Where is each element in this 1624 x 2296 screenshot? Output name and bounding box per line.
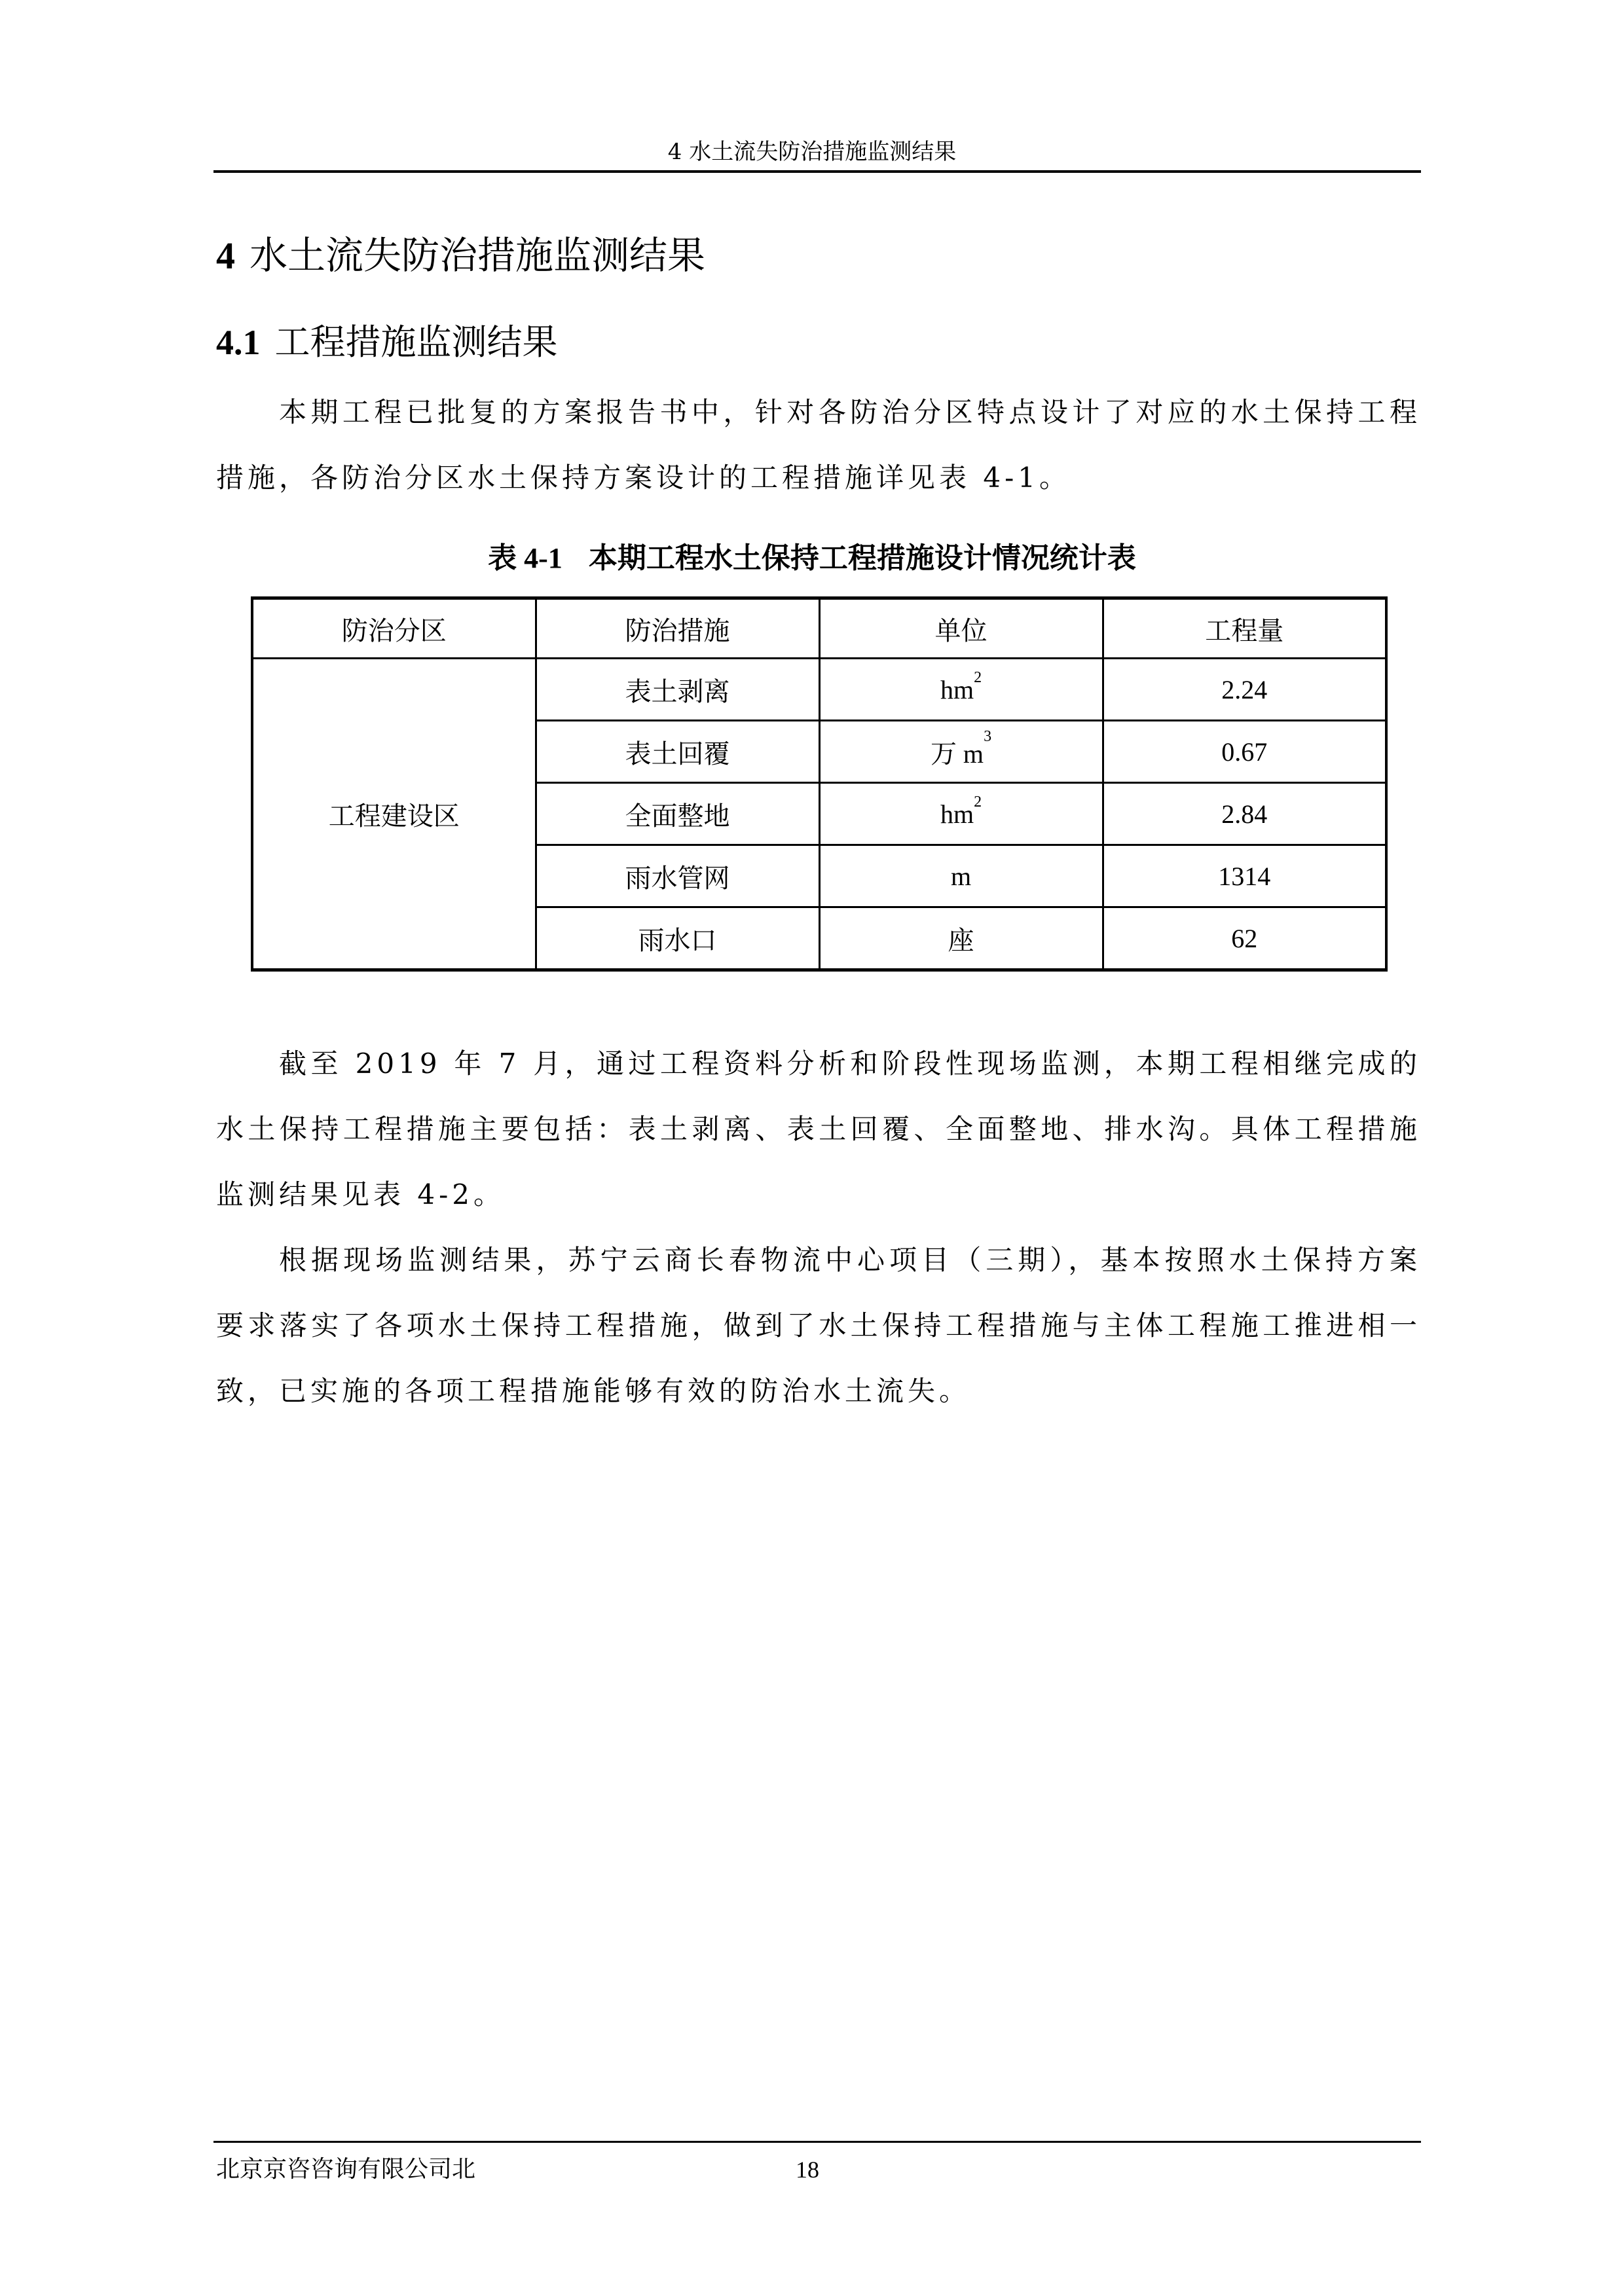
- table-header-row: [252, 598, 1386, 659]
- measures-table: [251, 596, 1388, 972]
- paragraph-1: 本期工程已批复的方案报告书中，针对各防治分区特点设计了对应的水土保持工程措施，各防治分区水土保持方案设计的工程措施详见表 4-1。: [216, 396, 1421, 494]
- page-number: 18: [796, 2157, 819, 2183]
- unit-cell: $hm^2$: [819, 783, 1103, 845]
- footer-company: 北京京咨咨询有限公司北: [216, 2156, 476, 2183]
- running-header: 4 水土流失防治措施监测结果: [667, 139, 957, 165]
- paragraph-3: 根据现场监测结果，苏宁云商长春物流中心项目（三期），基本按照水土保持方案要求落实了各项水土保持工程措施，做到了水土保持工程措施与主体工程施工推进相一致，已实施的各项工程措施能够有效的防治水土流失。: [216, 1244, 1421, 1407]
- header-divider: [213, 170, 1421, 173]
- quantity-cell: 62: [1103, 907, 1386, 970]
- intro-paragraph-block: [216, 380, 1421, 511]
- results-paragraph-block: [216, 1031, 1421, 1424]
- chapter-number: 4: [216, 234, 235, 277]
- chapter-heading: [216, 229, 705, 282]
- measure-cell: 全面整地: [536, 783, 819, 845]
- unit-cell: m: [819, 845, 1103, 907]
- table-caption-number: 表 4-1: [488, 542, 563, 574]
- measure-cell: 表土剥离: [536, 659, 819, 721]
- unit-cell: 万 $m^3$: [819, 721, 1103, 783]
- footer-divider: [213, 2141, 1421, 2143]
- table-caption: [0, 534, 1624, 583]
- quantity-cell: 2.24: [1103, 659, 1386, 721]
- unit-cell: 座: [819, 907, 1103, 970]
- measure-cell: 雨水口: [536, 907, 819, 970]
- table-caption-title: 本期工程水土保持工程措施设计情况统计表: [588, 541, 1136, 575]
- measure-cell: 雨水管网: [536, 845, 819, 907]
- header-zone: 防治分区: [252, 598, 536, 659]
- paragraph-2: 截至 2019 年 7 月，通过工程资料分析和阶段性现场监测，本期工程相继完成的水土保持工程措施主要包括：表土剥离、表土回覆、全面整地、排水沟。具体工程措施监测结果见表 4-2。: [216, 1048, 1421, 1211]
- chapter-title: 水土流失防治措施监测结果: [249, 233, 706, 278]
- quantity-cell: 2.84: [1103, 783, 1386, 845]
- quantity-cell: 1314: [1103, 845, 1386, 907]
- header-quantity: 工程量: [1103, 598, 1386, 659]
- measure-cell: 表土回覆: [536, 721, 819, 783]
- quantity-cell: 0.67: [1103, 721, 1386, 783]
- zone-cell: 工程建设区: [252, 659, 536, 970]
- unit-cell: $hm^2$: [819, 659, 1103, 721]
- header-unit: 单位: [819, 598, 1103, 659]
- header-measure: 防治措施: [536, 598, 819, 659]
- table-row: [252, 659, 1386, 721]
- section-number: 4.1: [216, 323, 261, 362]
- section-heading: [216, 318, 558, 367]
- section-title: 工程措施监测结果: [274, 321, 558, 363]
